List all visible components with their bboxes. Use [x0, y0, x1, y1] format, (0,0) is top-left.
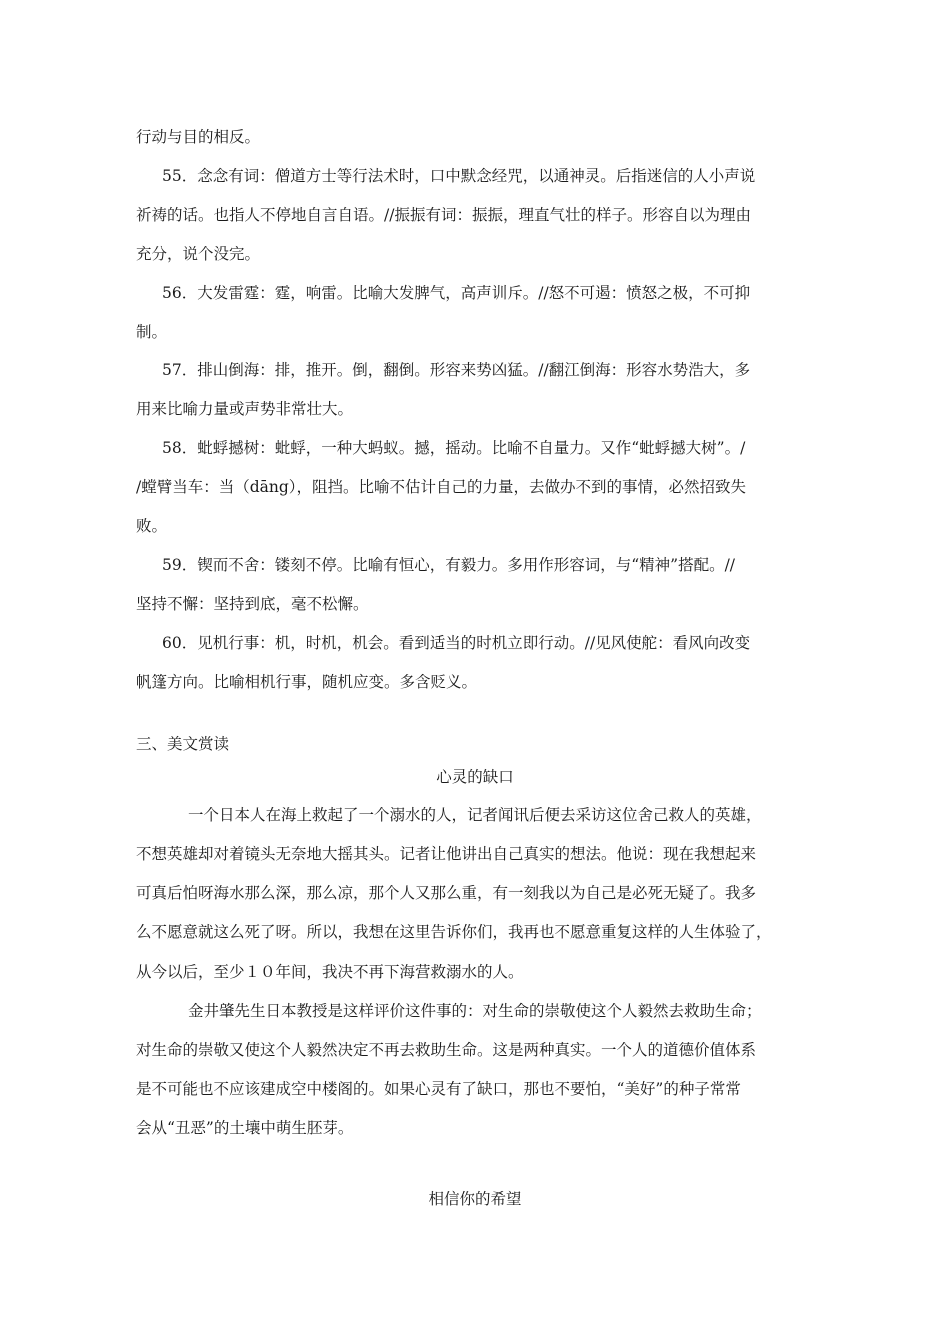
entry-58-line: 败。	[136, 517, 168, 535]
entry-56-line: 56．大发雷霆：霆，响雷。比喻大发脾气，高声训斥。//怒不可遏：愤怒之极，不可抑	[162, 284, 751, 302]
article-paragraph-line: 对生命的崇敬又使这个人毅然决定不再去救助生命。这是两种真实。一个人的道德价值体系	[136, 1041, 757, 1059]
article-paragraph-line: 不想英雄却对着镜头无奈地大摇其头。记者让他讲出自己真实的想法。他说：现在我想起来	[136, 845, 757, 863]
article-title: 心灵的缺口	[436, 768, 514, 786]
entry-55-line: 55．念念有词：僧道方士等行法术时，口中默念经咒，以通神灵。后指迷信的人小声说	[162, 167, 756, 185]
article-title: 相信你的希望	[428, 1190, 522, 1208]
article-paragraph-line: 么不愿意就这么死了呀。所以，我想在这里告诉你们，我再也不愿意重复这样的人生体验了，	[136, 923, 772, 941]
entry-58-line: /螳臂当车：当（dāng），阻挡。比喻不估计自己的力量，去做办不到的事情，必然招致失	[136, 478, 747, 496]
article-paragraph-line: 会从“丑恶”的土壤中萌生胚芽。	[136, 1119, 354, 1137]
article-paragraph-line: 是不可能也不应该建成空中楼阁的。如果心灵有了缺口，那也不要怕，“美好”的种子常常	[136, 1080, 741, 1098]
article-paragraph-line: 从今以后，至少１０年间，我决不再下海营救溺水的人。	[136, 963, 524, 981]
article-paragraph-line: 可真后怕呀海水那么深，那么凉，那个人又那么重，有一刻我以为自己是必死无疑了。我多	[136, 884, 757, 902]
entry-line: 行动与目的相反。	[136, 128, 261, 146]
entry-59-line: 坚持不懈：坚持到底，毫不松懈。	[136, 595, 369, 613]
entry-55-line: 祈祷的话。也指人不停地自言自语。//振振有词：振振，理直气壮的样子。形容自以为理由	[136, 206, 751, 224]
entry-57-line: 57．排山倒海：排，推开。倒，翻倒。形容来势凶猛。//翻江倒海：形容水势浩大，多	[162, 361, 751, 379]
entry-60-line: 帆篷方向。比喻相机行事，随机应变。多含贬义。	[136, 673, 478, 691]
entry-60-line: 60．见机行事：机，时机，机会。看到适当的时机立即行动。//见风使舵：看风向改变	[162, 634, 751, 652]
article-paragraph-line: 一个日本人在海上救起了一个溺水的人，记者闻讯后便去采访这位舍己救人的英雄，	[188, 806, 762, 824]
entry-58-line: 58．蚍蜉撼树：蚍蜉，一种大蚂蚁。撼，摇动。比喻不自量力。又作“蚍蜉撼大树”。/	[162, 439, 746, 457]
entry-57-line: 用来比喻力量或声势非常壮大。	[136, 400, 354, 418]
entry-59-line: 59．锲而不舍：镂刻不停。比喻有恒心，有毅力。多用作形容词，与“精神”搭配。//	[162, 556, 736, 574]
article-paragraph-line: 金井肇先生日本教授是这样评价这件事的：对生命的崇敬使这个人毅然去救助生命；	[188, 1002, 762, 1020]
entry-56-line: 制。	[136, 323, 168, 341]
entry-55-line: 充分，说个没完。	[136, 245, 261, 263]
section-heading: 三、美文赏读	[136, 735, 230, 753]
